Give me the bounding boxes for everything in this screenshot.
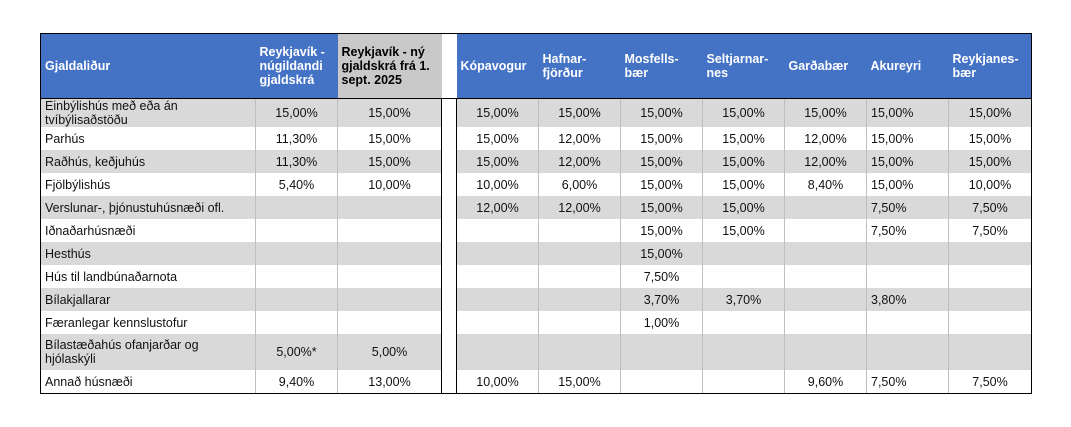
cell-akureyri bbox=[867, 311, 949, 334]
cell-mosfellsbaer: 15,00% bbox=[621, 150, 703, 173]
cell-akureyri bbox=[867, 242, 949, 265]
cell-hafnarfjordur bbox=[539, 219, 621, 242]
cell-kopavogur: 10,00% bbox=[457, 173, 539, 196]
row-label: Verslunar-, þjónustuhúsnæði ofl. bbox=[41, 196, 256, 219]
cell-hafnarfjordur bbox=[539, 265, 621, 288]
header-kopavogur: Kópavogur bbox=[457, 34, 539, 99]
cell-reykjanesbaer: 7,50% bbox=[949, 219, 1032, 242]
cell-mosfellsbaer bbox=[621, 334, 703, 370]
cell-seltjarnarnes: 15,00% bbox=[703, 196, 785, 219]
header-akureyri: Akureyri bbox=[867, 34, 949, 99]
cell-reykjavik-current bbox=[256, 265, 338, 288]
row-label: Hesthús bbox=[41, 242, 256, 265]
cell-mosfellsbaer: 15,00% bbox=[621, 196, 703, 219]
cell-akureyri: 15,00% bbox=[867, 99, 949, 128]
cell-akureyri: 3,80% bbox=[867, 288, 949, 311]
row-label: Hús til landbúnaðarnota bbox=[41, 265, 256, 288]
cell-seltjarnarnes bbox=[703, 242, 785, 265]
cell-hafnarfjordur: 12,00% bbox=[539, 150, 621, 173]
cell-reykjanesbaer: 15,00% bbox=[949, 150, 1032, 173]
row-label: Einbýlishús með eða án tvíbýlisaðstöðu bbox=[41, 99, 256, 128]
cell-reykjavik-current: 11,30% bbox=[256, 127, 338, 150]
row-label: Bílakjallarar bbox=[41, 288, 256, 311]
cell-gardabaer bbox=[785, 288, 867, 311]
cell-reykjanesbaer bbox=[949, 265, 1032, 288]
cell-hafnarfjordur: 6,00% bbox=[539, 173, 621, 196]
cell-seltjarnarnes bbox=[703, 370, 785, 394]
table-row bbox=[41, 150, 1032, 173]
cell-kopavogur: 15,00% bbox=[457, 150, 539, 173]
cell-mosfellsbaer: 1,00% bbox=[621, 311, 703, 334]
cell-mosfellsbaer: 15,00% bbox=[621, 242, 703, 265]
header-gardabaer: Garðabær bbox=[785, 34, 867, 99]
cell-reykjavik-new: 10,00% bbox=[338, 173, 442, 196]
cell-akureyri bbox=[867, 265, 949, 288]
separator-cell bbox=[442, 265, 457, 288]
row-label: Færanlegar kennslustofur bbox=[41, 311, 256, 334]
cell-reykjanesbaer bbox=[949, 288, 1032, 311]
cell-seltjarnarnes: 15,00% bbox=[703, 173, 785, 196]
table-row bbox=[41, 242, 1032, 265]
cell-reykjavik-new bbox=[338, 265, 442, 288]
cell-mosfellsbaer: 15,00% bbox=[621, 173, 703, 196]
cell-gardabaer: 12,00% bbox=[785, 127, 867, 150]
cell-hafnarfjordur bbox=[539, 288, 621, 311]
cell-akureyri bbox=[867, 334, 949, 370]
row-label: Raðhús, keðjuhús bbox=[41, 150, 256, 173]
cell-seltjarnarnes: 15,00% bbox=[703, 150, 785, 173]
cell-seltjarnarnes bbox=[703, 265, 785, 288]
cell-reykjavik-new bbox=[338, 219, 442, 242]
table-row bbox=[41, 288, 1032, 311]
row-label: Fjölbýlishús bbox=[41, 173, 256, 196]
header-gjaldalidur: Gjaldaliður bbox=[41, 34, 256, 99]
cell-gardabaer: 15,00% bbox=[785, 99, 867, 128]
cell-akureyri: 7,50% bbox=[867, 219, 949, 242]
cell-reykjavik-new bbox=[338, 196, 442, 219]
table-row bbox=[41, 311, 1032, 334]
table-row bbox=[41, 127, 1032, 150]
cell-seltjarnarnes: 15,00% bbox=[703, 219, 785, 242]
cell-reykjanesbaer: 10,00% bbox=[949, 173, 1032, 196]
cell-reykjavik-new: 15,00% bbox=[338, 99, 442, 128]
cell-gardabaer: 9,60% bbox=[785, 370, 867, 394]
cell-akureyri: 7,50% bbox=[867, 370, 949, 394]
separator-cell bbox=[442, 288, 457, 311]
cell-reykjanesbaer bbox=[949, 311, 1032, 334]
separator-cell bbox=[442, 99, 457, 128]
cell-reykjavik-new bbox=[338, 288, 442, 311]
cell-hafnarfjordur: 12,00% bbox=[539, 127, 621, 150]
cell-kopavogur: 10,00% bbox=[457, 370, 539, 394]
header-reykjavik-current: Reykjavík - núgildandi gjaldskrá bbox=[256, 34, 338, 99]
separator-cell bbox=[442, 370, 457, 394]
cell-mosfellsbaer: 7,50% bbox=[621, 265, 703, 288]
cell-akureyri: 15,00% bbox=[867, 127, 949, 150]
header-reykjanesbaer: Reykjanes-bær bbox=[949, 34, 1032, 99]
table-row bbox=[41, 334, 1032, 370]
separator-cell bbox=[442, 311, 457, 334]
cell-akureyri: 15,00% bbox=[867, 150, 949, 173]
cell-kopavogur bbox=[457, 334, 539, 370]
cell-reykjavik-new: 15,00% bbox=[338, 150, 442, 173]
cell-hafnarfjordur bbox=[539, 311, 621, 334]
cell-kopavogur bbox=[457, 265, 539, 288]
cell-hafnarfjordur: 15,00% bbox=[539, 99, 621, 128]
separator-cell bbox=[442, 127, 457, 150]
separator-cell bbox=[442, 150, 457, 173]
cell-reykjavik-current bbox=[256, 196, 338, 219]
header-reykjavik-new: Reykjavík - ný gjaldskrá frá 1. sept. 2025 bbox=[338, 34, 442, 99]
cell-reykjanesbaer: 7,50% bbox=[949, 370, 1032, 394]
cell-reykjavik-current bbox=[256, 288, 338, 311]
cell-reykjanesbaer: 15,00% bbox=[949, 99, 1032, 128]
row-label: Parhús bbox=[41, 127, 256, 150]
cell-reykjanesbaer: 15,00% bbox=[949, 127, 1032, 150]
cell-hafnarfjordur bbox=[539, 242, 621, 265]
separator-cell bbox=[442, 219, 457, 242]
cell-reykjavik-current: 15,00% bbox=[256, 99, 338, 128]
table-row bbox=[41, 219, 1032, 242]
separator-cell bbox=[442, 173, 457, 196]
cell-reykjavik-current: 5,40% bbox=[256, 173, 338, 196]
cell-reykjavik-new: 15,00% bbox=[338, 127, 442, 150]
cell-kopavogur bbox=[457, 219, 539, 242]
header-separator bbox=[442, 34, 457, 99]
cell-seltjarnarnes bbox=[703, 334, 785, 370]
cell-reykjanesbaer: 7,50% bbox=[949, 196, 1032, 219]
cell-reykjanesbaer bbox=[949, 242, 1032, 265]
cell-reykjavik-current bbox=[256, 242, 338, 265]
table-row bbox=[41, 370, 1032, 394]
cell-kopavogur: 12,00% bbox=[457, 196, 539, 219]
cell-kopavogur: 15,00% bbox=[457, 127, 539, 150]
cell-hafnarfjordur bbox=[539, 334, 621, 370]
cell-reykjavik-current: 5,00%* bbox=[256, 334, 338, 370]
table-row bbox=[41, 173, 1032, 196]
cell-seltjarnarnes: 3,70% bbox=[703, 288, 785, 311]
cell-mosfellsbaer bbox=[621, 370, 703, 394]
cell-reykjavik-current: 11,30% bbox=[256, 150, 338, 173]
fee-comparison-table bbox=[40, 33, 1032, 394]
header-row bbox=[41, 34, 1032, 99]
header-mosfellsbaer: Mosfells-bær bbox=[621, 34, 703, 99]
cell-kopavogur: 15,00% bbox=[457, 99, 539, 128]
table-row bbox=[41, 99, 1032, 128]
cell-mosfellsbaer: 15,00% bbox=[621, 127, 703, 150]
header-hafnarfjordur: Hafnar-fjörður bbox=[539, 34, 621, 99]
cell-reykjavik-current bbox=[256, 311, 338, 334]
cell-gardabaer: 8,40% bbox=[785, 173, 867, 196]
cell-hafnarfjordur: 12,00% bbox=[539, 196, 621, 219]
separator-cell bbox=[442, 242, 457, 265]
cell-akureyri: 7,50% bbox=[867, 196, 949, 219]
cell-akureyri: 15,00% bbox=[867, 173, 949, 196]
cell-gardabaer bbox=[785, 219, 867, 242]
cell-kopavogur bbox=[457, 311, 539, 334]
cell-mosfellsbaer: 3,70% bbox=[621, 288, 703, 311]
table-row bbox=[41, 196, 1032, 219]
cell-kopavogur bbox=[457, 288, 539, 311]
cell-gardabaer bbox=[785, 242, 867, 265]
row-label: Annað húsnæði bbox=[41, 370, 256, 394]
row-label: Iðnaðarhúsnæði bbox=[41, 219, 256, 242]
cell-mosfellsbaer: 15,00% bbox=[621, 99, 703, 128]
cell-gardabaer bbox=[785, 334, 867, 370]
cell-seltjarnarnes bbox=[703, 311, 785, 334]
cell-reykjanesbaer bbox=[949, 334, 1032, 370]
cell-gardabaer bbox=[785, 196, 867, 219]
cell-reykjavik-new: 13,00% bbox=[338, 370, 442, 394]
cell-reykjavik-current bbox=[256, 219, 338, 242]
cell-gardabaer bbox=[785, 265, 867, 288]
cell-reykjavik-new bbox=[338, 242, 442, 265]
header-seltjarnarnes: Seltjarnar-nes bbox=[703, 34, 785, 99]
separator-cell bbox=[442, 334, 457, 370]
table-row bbox=[41, 265, 1032, 288]
separator-cell bbox=[442, 196, 457, 219]
cell-kopavogur bbox=[457, 242, 539, 265]
row-label: Bílastæðahús ofanjarðar og hjólaskýli bbox=[41, 334, 256, 370]
cell-hafnarfjordur: 15,00% bbox=[539, 370, 621, 394]
cell-reykjavik-new bbox=[338, 311, 442, 334]
cell-reykjavik-new: 5,00% bbox=[338, 334, 442, 370]
cell-reykjavik-current: 9,40% bbox=[256, 370, 338, 394]
cell-seltjarnarnes: 15,00% bbox=[703, 99, 785, 128]
cell-mosfellsbaer: 15,00% bbox=[621, 219, 703, 242]
cell-gardabaer bbox=[785, 311, 867, 334]
cell-gardabaer: 12,00% bbox=[785, 150, 867, 173]
cell-seltjarnarnes: 15,00% bbox=[703, 127, 785, 150]
